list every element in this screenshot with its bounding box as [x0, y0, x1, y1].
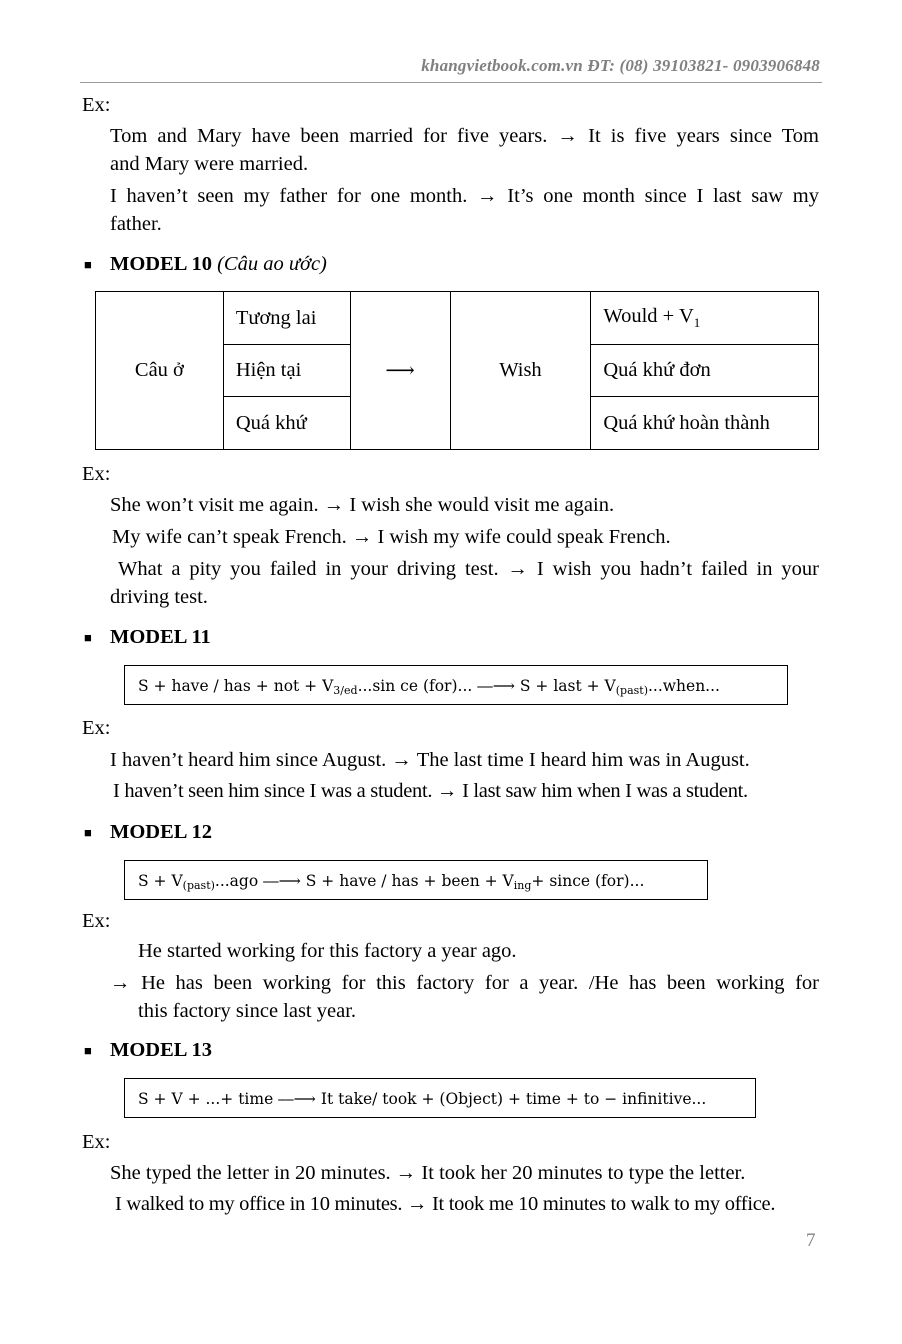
- model-13-formula: S + V + ...+ time ⎯⎯⟶ It take/ took + (Object) + time + to − infinitive...: [124, 1078, 756, 1118]
- wish-table: [95, 291, 819, 450]
- example-line: My wife can’t speak French. → I wish my wife could speak French.: [112, 526, 671, 548]
- ex-label: Ex:: [82, 910, 111, 932]
- header-website: khangvietbook.com.vn: [421, 56, 583, 75]
- tense-cell: Quá khứ: [223, 397, 350, 450]
- example-line: driving test.: [110, 586, 208, 608]
- example-line: father.: [110, 213, 162, 235]
- ex-label: Ex:: [82, 94, 111, 116]
- arrow-icon: ⟶: [350, 292, 450, 450]
- model-10-title: MODEL 10 (Câu ao ước): [110, 253, 327, 275]
- example-line: He started working for this factory a year ago.: [138, 940, 517, 962]
- wish-cell: Wish: [450, 292, 591, 450]
- result-cell: Would + $V_1$: [591, 292, 819, 345]
- bullet-icon: ■: [84, 825, 92, 840]
- result-cell: Quá khứ hoàn thành: [591, 397, 819, 450]
- ex-label: Ex:: [82, 463, 111, 485]
- model-12-title: MODEL 12: [110, 821, 212, 843]
- model-11-title: MODEL 11: [110, 626, 211, 648]
- page-header: [0, 56, 820, 76]
- example-line: What a pity you failed in your driving test. → I wish you hadn’t failed in your: [118, 558, 819, 580]
- model-11-formula: S + have / has + not + $V_{3/ed}...\sin$ ce (for)... ⎯⎯⟶ S + last + $V_{(past)}...when$...: [124, 665, 788, 705]
- example-line: → He has been working for this factory for a year. /He has been working for: [110, 972, 819, 994]
- ex-label: Ex:: [82, 1131, 111, 1153]
- example-line: I walked to my office in 10 minutes. → It took me 10 minutes to walk to my office.: [115, 1193, 776, 1215]
- example-line: I haven’t seen him since I was a student. → I last saw him when I was a student.: [113, 780, 748, 802]
- bullet-icon: ■: [84, 257, 92, 272]
- example-line: She typed the letter in 20 minutes. → It took her 20 minutes to type the letter.: [110, 1162, 746, 1184]
- example-line: She won’t visit me again. → I wish she would visit me again.: [110, 494, 615, 516]
- model-12-formula: $S + V_{(past)}...ago$ ⎯⎯⟶ S + have / has + been + $V_{ing}+$ since (for)...: [124, 860, 708, 900]
- model-10-subtitle: (Câu ao ước): [217, 253, 327, 275]
- model-13-title: MODEL 13: [110, 1039, 212, 1061]
- subscript: 1: [693, 315, 701, 331]
- page-number: 7: [806, 1230, 816, 1251]
- bullet-icon: ■: [84, 630, 92, 645]
- tense-cell: Tương lai: [223, 292, 350, 345]
- bullet-icon: ■: [84, 1043, 92, 1058]
- header-divider: [80, 82, 822, 83]
- example-line: this factory since last year.: [138, 1000, 357, 1022]
- ex-label: Ex:: [82, 717, 111, 739]
- example-line: and Mary were married.: [110, 153, 309, 175]
- example-line: I haven’t seen my father for one month. → It’s one month since I last saw my: [110, 185, 819, 207]
- header-phone: ĐT: (08) 39103821- 0903906848: [587, 56, 820, 75]
- result-cell: Quá khứ đơn: [591, 345, 819, 397]
- example-line: Tom and Mary have been married for five years. → It is five years since Tom: [110, 125, 819, 147]
- tense-cell: Hiện tại: [223, 345, 350, 397]
- example-line: I haven’t heard him since August. → The last time I heard him was in August.: [110, 749, 750, 771]
- table-left-label: Câu ở: [96, 292, 224, 450]
